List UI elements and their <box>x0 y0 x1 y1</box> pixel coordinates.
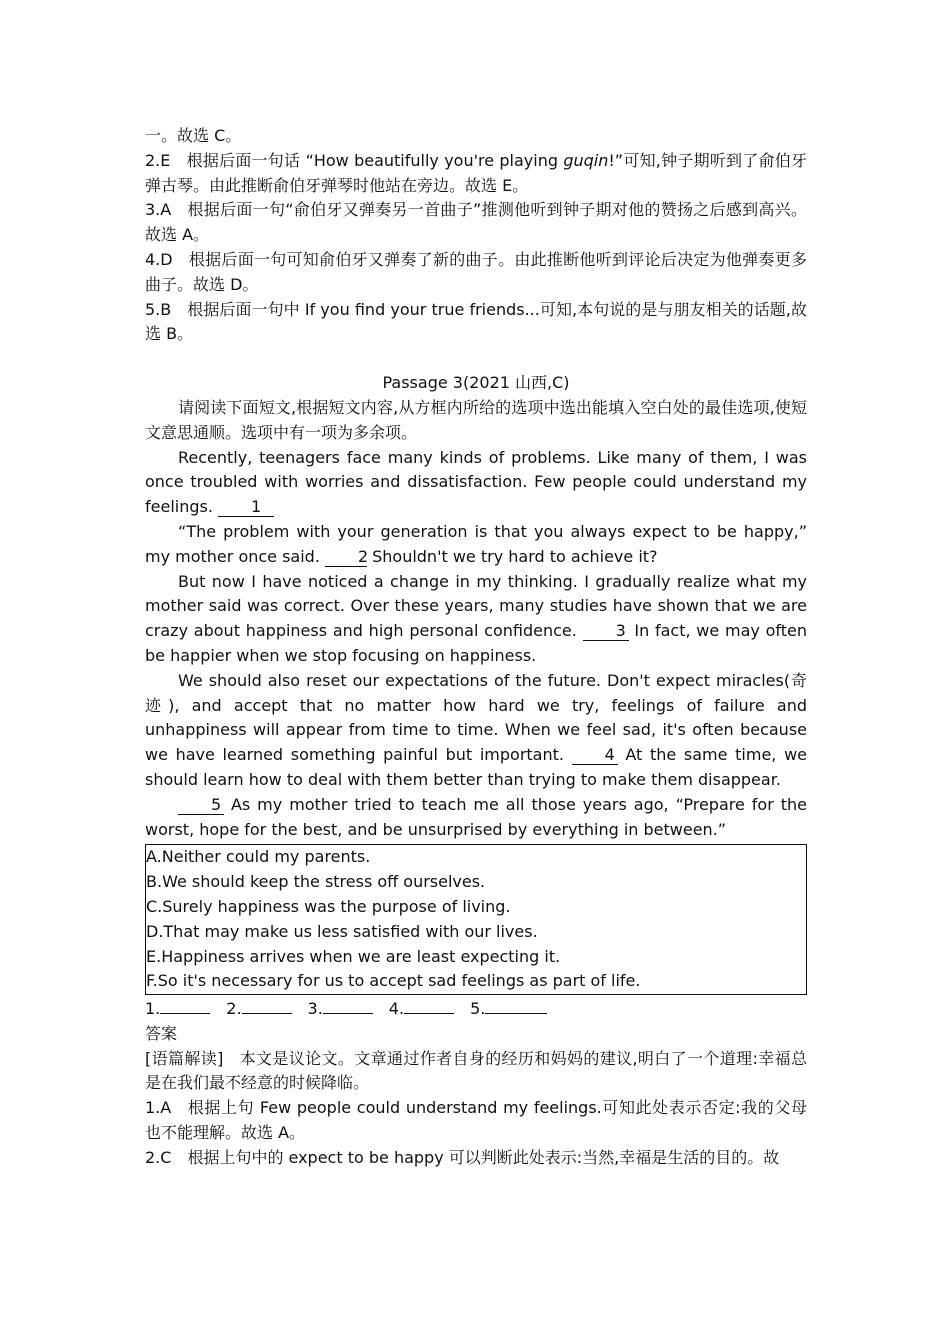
blank-4: 4 <box>572 746 618 765</box>
passage-paragraph-2: “The problem with your generation is that you always expect to be happy,” my mother once said. 2 Shouldn't we try hard to achieve it? <box>145 521 807 566</box>
answer-blanks-line: 1. 2. 3. 4. 5. <box>145 997 807 1022</box>
option-c: C.Surely happiness was the purpose of living. <box>146 896 511 916</box>
italic-word: guqin <box>563 150 609 170</box>
passage-paragraph-5: 5 As my mother tried to teach me all those years ago, “Prepare for the worst, hope for the best, and be unsurprised by everything in between.” <box>145 794 807 839</box>
options-box <box>145 844 807 995</box>
answer-number: 5.B <box>145 299 172 319</box>
analysis-label: [语篇解读] <box>145 1048 224 1068</box>
answer-blank-2[interactable] <box>242 997 292 1014</box>
passage-paragraph-3: But now I have noticed a change in my thinking. I gradually realize what my mother said was correct. Over these years, many studies have shown that we are crazy about happiness and high personal confidence. 3 In fact, we may often be happier when we stop focusing on happiness. <box>145 571 807 665</box>
passage-title: Passage 3(2021 山西,C) <box>382 373 570 393</box>
answer-number: 1.A <box>145 1098 172 1118</box>
option-e: E.Happiness arrives when we are least expecting it. <box>146 946 561 966</box>
passage-paragraph-4: We should also reset our expectations of the future. Don't expect miracles(奇迹), and accept that no matter how hard we try, feelings of failure and unhappiness will appear from time to time. When we feel sad, it's often because we have learned something painful but important. 4 At the same time, we should learn how to deal with them better than trying to make them disappear. <box>145 670 808 789</box>
answer-number: 3.A <box>145 200 172 220</box>
blank-1: 1 <box>218 498 274 517</box>
passage-paragraph-1: Recently, teenagers face many kinds of problems. Like many of them, I was once troubled with worries and dissatisfaction. Few people could understand my feelings. 1 <box>145 447 807 517</box>
answer-blank-5[interactable] <box>485 997 547 1014</box>
answer-blank-4[interactable] <box>404 997 454 1014</box>
answer-explanation-1: 1.A 根据上句 Few people could understand my feelings.可知此处表示否定:我的父母也不能理解。故选 A。 <box>145 1098 807 1143</box>
answer-number: 2.E <box>145 150 171 170</box>
answer-item-3: 3.A 根据后面一句“俞伯牙又弹奏另一首曲子”推测他听到钟子期对他的赞扬之后感到高兴。故选 A。 <box>145 200 807 245</box>
answer-item-5: 5.B 根据后面一句中 If you find your true friends...可知,本句说的是与朋友相关的话题,故选 B。 <box>145 299 807 344</box>
answer-number: 4.D <box>145 249 173 269</box>
option-d: D.That may make us less satisfied with our lives. <box>146 921 538 941</box>
instructions: 请阅读下面短文,根据短文内容,从方框内所给的选项中选出能填入空白处的最佳选项,使短文意思通顺。选项中有一项为多余项。 <box>145 397 807 442</box>
answer-item-2: 2.E 根据后面一句话 “How beautifully you're playing guqin!”可知,钟子期听到了俞伯牙弹古琴。由此推断俞伯牙弹琴时他站在旁边。故选 E。 <box>145 150 807 195</box>
discourse-analysis: [语篇解读] 本文是议论文。文章通过作者自身的经历和妈妈的建议,明白了一个道理:幸福总是在我们最不经意的时候降临。 <box>145 1048 807 1093</box>
blank-2: 2 <box>325 548 367 567</box>
option-a: A.Neither could my parents. <box>146 847 371 867</box>
answer-continuation: 一。故选 C。 <box>145 126 242 145</box>
answer-number: 2.C <box>145 1147 172 1167</box>
answer-blank-1[interactable] <box>160 997 210 1014</box>
answer-explanation-2: 2.C 根据上句中的 expect to be happy 可以判断此处表示:当然,幸福是生活的目的。故 <box>145 1147 780 1167</box>
blank-3: 3 <box>583 622 629 641</box>
answer-item-4: 4.D 根据后面一句可知俞伯牙又弹奏了新的曲子。由此推断他听到评论后决定为他弹奏更多曲子。故选 D。 <box>145 249 807 294</box>
blank-5: 5 <box>178 796 224 815</box>
option-f: F.So it's necessary for us to accept sad feelings as part of life. <box>146 971 641 991</box>
option-b: B.We should keep the stress off ourselves. <box>146 872 486 892</box>
answer-blank-3[interactable] <box>323 997 373 1014</box>
answer-heading: 答案 <box>145 1023 178 1043</box>
